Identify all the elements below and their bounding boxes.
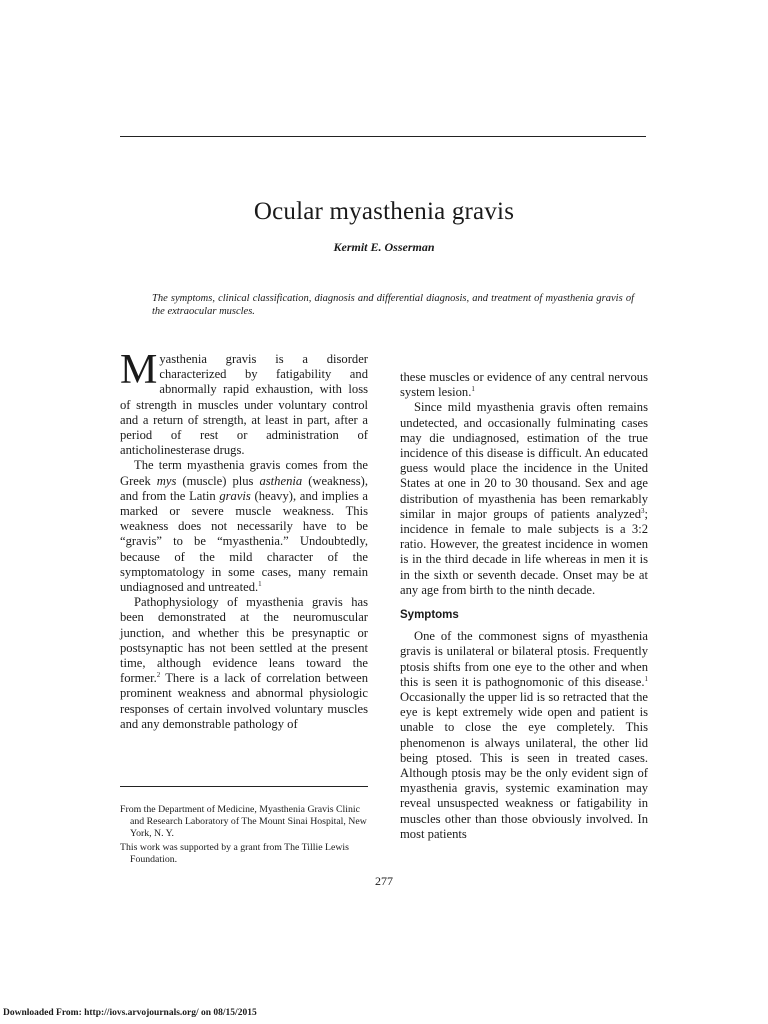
drop-cap: M — [120, 347, 158, 393]
paragraph-symptoms — [400, 629, 648, 842]
section-heading-symptoms: Symptoms — [400, 609, 459, 622]
symptoms-text: One of the commonest signs of myasthenia gravis is unilateral or bilateral ptosis. Frequently ptosis shifts from one eye to the other and when this is seen it is pathognomonic of this disease. — [400, 629, 648, 689]
paragraph-continuation — [400, 370, 648, 400]
footnotes — [120, 804, 368, 868]
etymology-text: (heavy), and implies a marked or severe muscle weakness. This weakness does not necessarily have to be “gravis” to be “myasthenia.” Undoubtedly, because of the mild character of the symptomatology in some cases, many remain undiagnosed and untreated. — [120, 488, 369, 595]
paragraph-etymology — [120, 458, 368, 595]
term-mys: mys — [156, 473, 177, 488]
right-column — [400, 370, 648, 842]
incidence-text: Since mild myasthenia gravis often remains undetected, and occasionally fulminating cases may die undiagnosed, estimation of the true incidence of this disease is difficult. An educated guess would place the incidence in the United States at one in 20 to 30 thousand. Sex and age distribution of myasthenia has been remarkably similar in major groups of patients analyzed — [400, 400, 648, 521]
term-gravis: gravis — [219, 488, 251, 503]
article-title: Ocular myasthenia gravis — [253, 198, 515, 225]
article-author: Kermit E. Osserman — [333, 240, 435, 254]
download-notice: Downloaded From: http://iovs.arvojournals.org/ on 08/15/2015 — [3, 1008, 257, 1018]
reference-marker: 1 — [644, 674, 648, 683]
etymology-text: (muscle) plus — [182, 473, 254, 488]
top-rule — [120, 136, 646, 137]
incidence-text: ; incidence in female to male subjects is a 3:2 ratio. However, the greatest incidence in women is in the third decade in life whereas in men it is in the sixth or seventh decade. Onset may be at any age from birth to the ninth decade. — [400, 506, 648, 597]
page-number: 277 — [375, 874, 393, 888]
pathophysiology-text: Pathophysiology of myasthenia gravis has been demonstrated at the neuromuscular junction, and whether this be presynaptic or postsynaptic has not been settled at the present time, although evidence leans toward the former. — [120, 595, 368, 686]
footnote-affiliation: From the Department of Medicine, Myasthenia Gravis Clinic and Research Laboratory of The Mount Sinai Hospital, New York, N. Y. — [120, 804, 367, 839]
paragraph-intro — [120, 347, 368, 458]
paragraph-incidence — [400, 400, 648, 598]
etymology-text: (weakness), and from the Latin — [120, 473, 368, 503]
reference-marker: 1 — [258, 579, 262, 588]
reference-marker: 1 — [471, 385, 475, 394]
reference-marker: 2 — [156, 671, 161, 680]
intro-text: yasthenia gravis is a disorder characterized by fatigability and abnormally rapid exhaustion, with loss of strength in muscles under voluntary control and a return of strength, at least in part, after a period of rest or administration of anticholinesterase drugs. — [120, 352, 368, 458]
reference-marker: 3 — [641, 506, 645, 515]
symptoms-text: Occasionally the upper lid is so retracted that the eye is kept extremely wide open and patient is unable to close the eye completely. This phenomenon is always unilateral, the other lid being ptosed. This is seen in treated cases. Although ptosis may be the only evident sign of myasthenia gravis, systemic examination may reveal unsuspected weakness or fatigability in muscles other than those obviously involved. In most patients — [400, 690, 648, 841]
footnote-funding: This work was supported by a grant from The Tillie Lewis Foundation. — [120, 842, 349, 865]
article-abstract: The symptoms, clinical classification, diagnosis and differential diagnosis, and treatment of myasthenia gravis of the extraocular muscles. — [152, 293, 634, 317]
footnote-rule — [120, 786, 368, 787]
continuation-text: these muscles or evidence of any central nervous system lesion. — [400, 370, 648, 400]
pathophysiology-text: There is a lack of correlation between prominent weakness and abnormal physiologic responses of certain involved voluntary muscles and any demonstrable pathology of — [120, 671, 368, 731]
term-asthenia: asthenia — [259, 473, 303, 488]
paragraph-pathophysiology — [120, 595, 368, 732]
etymology-text: The term myasthenia gravis comes from the Greek — [120, 458, 368, 488]
left-column — [120, 347, 369, 732]
